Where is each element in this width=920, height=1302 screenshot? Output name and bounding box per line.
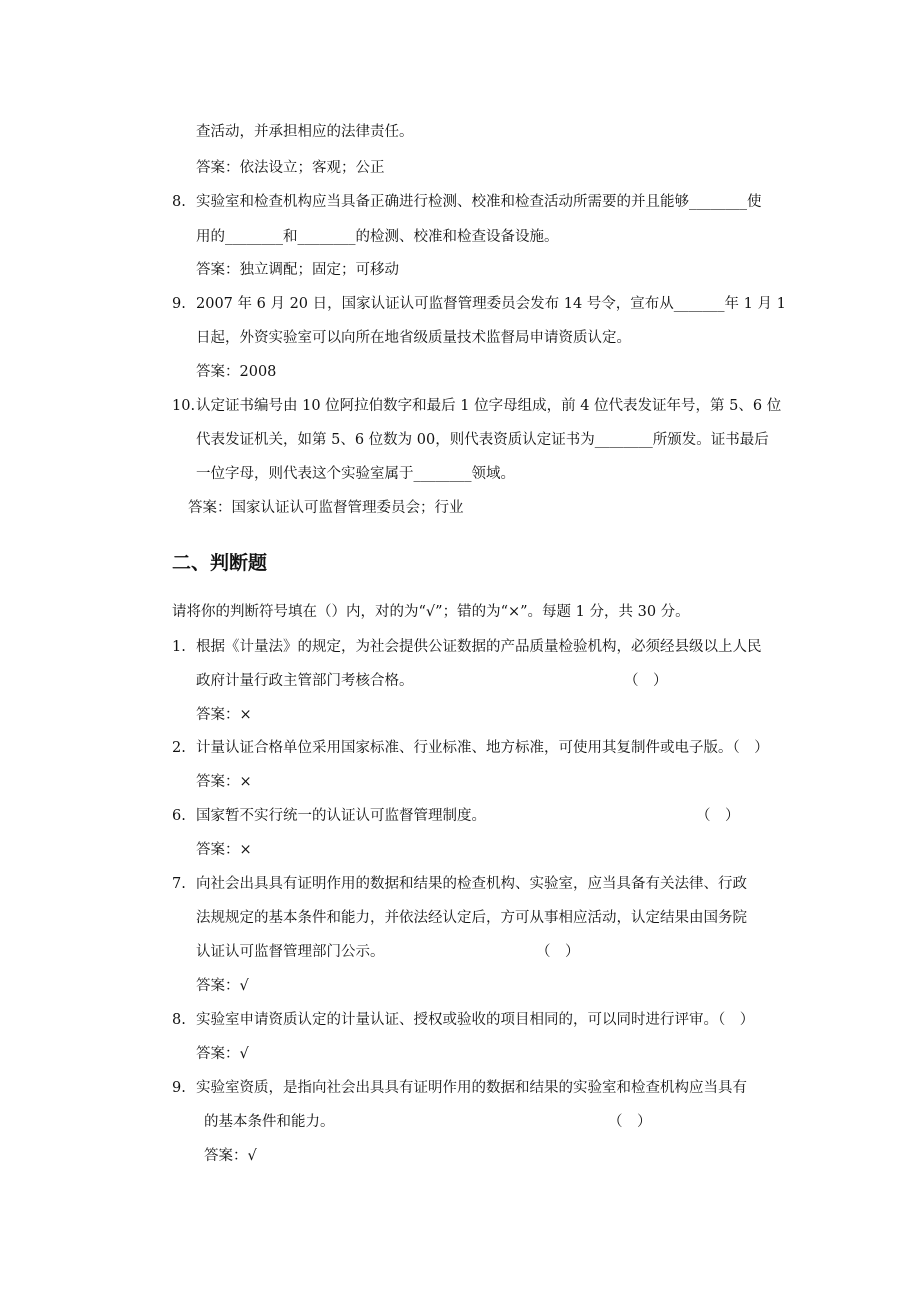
fill-item-8-line-1: 实验室和检查机构应当具备正确进行检测、校准和检查活动所需要的并且能够________使 (196, 194, 762, 210)
judge-item-8-number: 8. (172, 1012, 186, 1028)
section-heading: 二、判断题 (172, 552, 268, 574)
judge-item-9-line-1: 实验室资质，是指向社会出具具有证明作用的数据和结果的实验室和检查机构应当具有 (196, 1080, 747, 1096)
fill-item-10-answer: 答案：国家认证认可监督管理委员会；行业 (188, 500, 464, 516)
judge-item-6-answer: 答案：× (196, 842, 252, 858)
section-instruction: 请将你的判断符号填在（）内，对的为“√”；错的为“×”。每题 1 分，共 30 分。 (172, 604, 690, 620)
judge-item-9-answer: 答案：√ (204, 1148, 257, 1164)
judge-item-1-answer-paren: （ ） (624, 673, 668, 689)
judge-item-7-answer-paren: （ ） (536, 944, 580, 960)
judge-item-9-line-2: 的基本条件和能力。 (204, 1114, 335, 1130)
judge-item-6-number: 6. (172, 808, 186, 824)
judge-item-6-answer-paren: （ ） (696, 808, 740, 824)
judge-item-7-answer: 答案：√ (196, 978, 249, 994)
fill-item-10-line-1: 认定证书编号由 10 位阿拉伯数字和最后 1 位字母组成，前 4 位代表发证年号，第 5、6 位 (196, 398, 782, 414)
judge-item-7-line-3: 认证认可监督管理部门公示。 (196, 944, 385, 960)
answer-prev: 答案：依法设立；客观；公正 (196, 160, 385, 176)
judge-item-9-answer-paren: （ ） (608, 1114, 652, 1130)
judge-item-8-line-1: 实验室申请资质认定的计量认证、授权或验收的项目相同的，可以同时进行评审。（ ） (196, 1012, 755, 1028)
fill-item-8-answer: 答案：独立调配；固定；可移动 (196, 262, 399, 278)
fill-item-10-line-2: 代表发证机关，如第 5、6 位数为 00，则代表资质认定证书为________所颁发。证书最后 (196, 432, 769, 448)
judge-item-1-line-1: 根据《计量法》的规定，为社会提供公证数据的产品质量检验机构，必须经县级以上人民 (196, 639, 762, 655)
fill-item-8-line-2: 用的________和________的检测、校准和检查设备设施。 (196, 229, 559, 245)
judge-item-1-number: 1. (172, 639, 186, 655)
judge-item-2-answer: 答案：× (196, 774, 252, 790)
fill-item-9-line-1: 2007 年 6 月 20 日，国家认证认可监督管理委员会发布 14 号令，宣布从_______年 1 月 1 (196, 296, 786, 312)
judge-item-6-line-1: 国家暂不实行统一的认证认可监督管理制度。 (196, 808, 486, 824)
judge-item-1-line-2: 政府计量行政主管部门考核合格。 (196, 673, 414, 689)
judge-item-1-answer: 答案：× (196, 707, 252, 723)
fill-item-10-number: 10. (172, 398, 196, 414)
fill-item-8-number: 8. (172, 194, 186, 210)
judge-item-2-number: 2. (172, 740, 186, 756)
fill-item-10-line-3: 一位字母，则代表这个实验室属于________领域。 (196, 466, 515, 482)
fill-item-9-number: 9. (172, 296, 186, 312)
judge-item-7-number: 7. (172, 876, 186, 892)
fill-item-9-answer: 答案：2008 (196, 364, 277, 380)
judge-item-7-line-1: 向社会出具具有证明作用的数据和结果的检查机构、实验室，应当具备有关法律、行政 (196, 876, 747, 892)
judge-item-8-answer: 答案：√ (196, 1046, 249, 1062)
fill-item-9-line-2: 日起，外资实验室可以向所在地省级质量技术监督局申请资质认定。 (196, 330, 631, 346)
judge-item-7-line-2: 法规规定的基本条件和能力，并依法经认定后，方可从事相应活动，认定结果由国务院 (196, 910, 747, 926)
continuation-line: 查活动，并承担相应的法律责任。 (196, 124, 414, 140)
judge-item-9-number: 9. (172, 1080, 186, 1096)
judge-item-2-line-1: 计量认证合格单位采用国家标准、行业标准、地方标准，可使用其复制件或电子版。（ ） (196, 740, 769, 756)
